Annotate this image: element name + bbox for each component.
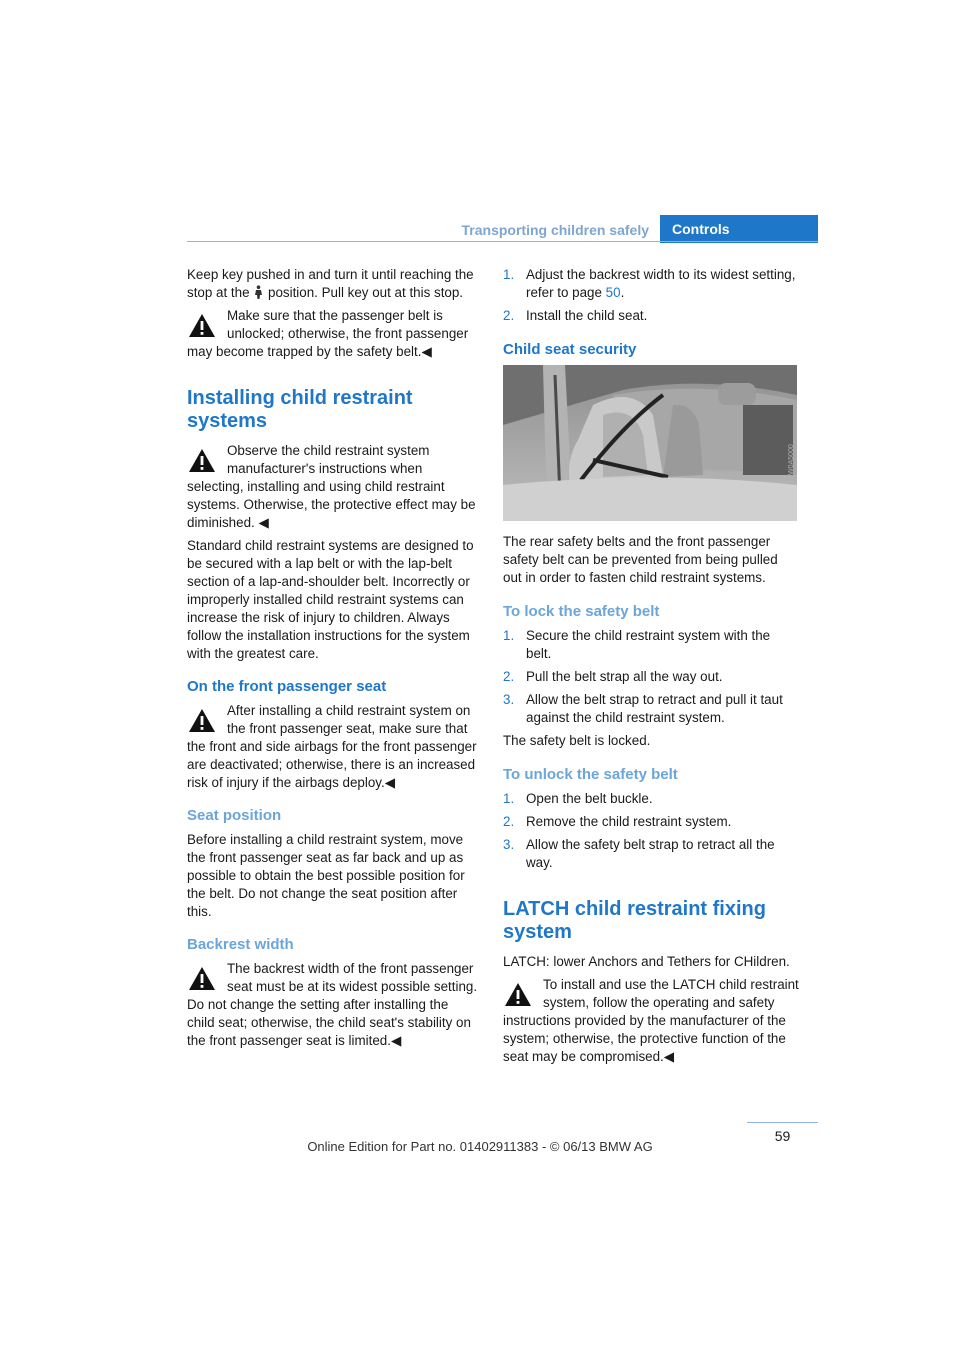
step-number: 2. bbox=[503, 669, 515, 684]
warning-latch bbox=[503, 976, 799, 1066]
step-text: Allow the safety belt strap to retract all the way. bbox=[526, 837, 775, 870]
locked-paragraph: The safety belt is locked. bbox=[503, 733, 651, 748]
figure-id-tag: W0A5000 bbox=[788, 444, 795, 475]
warning-text: The backrest width of the front passenger seat must be at its widest possible setting. Do not change the setting after installing the child seat; otherwise, the child seat's stability on the front passenger seat is limited. bbox=[187, 961, 478, 1048]
chapter-tab-label: Controls bbox=[672, 221, 730, 237]
warning-belt-trap bbox=[187, 307, 479, 361]
lock-steps bbox=[503, 627, 799, 727]
intro-paragraph bbox=[187, 266, 479, 302]
list-item bbox=[503, 691, 799, 727]
footer-edition-text: Online Edition for Part no. 01402911383 - © 06/13 BMW AG bbox=[307, 1139, 653, 1154]
heading-backrest-width: Backrest width bbox=[187, 936, 294, 953]
step-number: 3. bbox=[503, 837, 515, 852]
passenger-seat-icon bbox=[253, 285, 264, 299]
heading-child-seat-security: Child seat security bbox=[503, 341, 637, 358]
install-steps bbox=[503, 266, 799, 325]
heading-seat-position: Seat position bbox=[187, 807, 282, 824]
warning-text: Observe the child restraint system manufacturer's instructions when selecting, installing and using child restraint systems. Otherwise, the protective effect may be diminished. bbox=[187, 443, 476, 530]
warning-triangle-icon bbox=[187, 312, 217, 339]
rear-belts-paragraph: The rear safety belts and the front passenger safety belt can be prevented from being pulled out in order to fasten child restraint systems. bbox=[503, 534, 778, 585]
step-text: Install the child seat. bbox=[526, 308, 648, 323]
warning-text: After installing a child restraint system on the front passenger seat, make sure that the front and side airbags for the front passenger are deactivated; otherwise, there is an increased risk of injury if the airbags deploy. bbox=[187, 703, 477, 790]
heading-lock-belt: To lock the safety belt bbox=[503, 603, 660, 620]
list-item bbox=[503, 668, 799, 686]
unlock-steps bbox=[503, 790, 799, 872]
chapter-tab bbox=[660, 215, 818, 243]
list-item bbox=[503, 813, 799, 831]
left-column bbox=[187, 266, 479, 1055]
step-text-end: . bbox=[620, 285, 625, 300]
heading-unlock-belt: To unlock the safety belt bbox=[503, 766, 678, 783]
step-number: 1. bbox=[503, 267, 515, 282]
intro-text-a: Keep key pushed in and turn it until reaching the stop at the bbox=[187, 267, 474, 300]
warning-triangle-icon bbox=[187, 965, 217, 992]
step-number: 2. bbox=[503, 308, 515, 323]
child-seat-photo bbox=[503, 365, 797, 521]
step-text: Allow the belt strap to retract and pull it taut against the child restraint system. bbox=[526, 692, 783, 725]
step-text: Remove the child restraint system. bbox=[526, 814, 732, 829]
warning-text: Make sure that the passenger belt is unlocked; otherwise, the front passenger may become trapped by the safety belt. bbox=[187, 308, 469, 359]
end-mark: ◀ bbox=[663, 1049, 675, 1064]
warning-triangle-icon bbox=[503, 981, 533, 1008]
step-number: 3. bbox=[503, 692, 515, 707]
list-item bbox=[503, 627, 799, 663]
step-text: Open the belt buckle. bbox=[526, 791, 653, 806]
list-item bbox=[503, 790, 799, 808]
page-reference-link[interactable]: 50 bbox=[605, 285, 621, 300]
step-text: Adjust the backrest width to its widest setting, refer to page bbox=[526, 267, 796, 300]
warning-text: To install and use the LATCH child restraint system, follow the operating and safety instructions provided by the manufacturer of the system; otherwise, the protective function of the seat may be compromised. bbox=[503, 977, 799, 1064]
list-item bbox=[503, 266, 799, 302]
right-column bbox=[503, 266, 799, 1071]
heading-front-passenger: On the front passenger seat bbox=[187, 678, 387, 695]
step-number: 1. bbox=[503, 628, 515, 643]
footer-rule bbox=[747, 1122, 818, 1123]
warning-triangle-icon bbox=[187, 447, 217, 474]
end-mark: ◀ bbox=[384, 775, 396, 790]
step-number: 2. bbox=[503, 814, 515, 829]
step-text: Secure the child restraint system with the belt. bbox=[526, 628, 771, 661]
end-mark: ◀ bbox=[390, 1033, 402, 1048]
warning-manufacturer bbox=[187, 442, 479, 532]
running-header-section: Transporting children safely bbox=[461, 222, 649, 238]
end-mark: ◀ bbox=[421, 344, 432, 359]
list-item bbox=[503, 836, 799, 872]
end-mark: ◀ bbox=[258, 515, 269, 530]
warning-airbags bbox=[187, 702, 479, 792]
standard-systems-paragraph: Standard child restraint systems are designed to be secured with a lap belt or with the lap-belt section of a lap-and-shoulder belt. Incorrectly or improperly installed child restraint systems can increase the risk of injury to children. Always follow the installation instructions for the system with the greatest care. bbox=[187, 538, 474, 661]
heading-latch: LATCH child restraint fixing system bbox=[503, 898, 766, 943]
warning-triangle-icon bbox=[187, 707, 217, 734]
header-rule bbox=[187, 241, 818, 242]
list-item bbox=[503, 307, 799, 325]
step-text: Pull the belt strap all the way out. bbox=[526, 669, 723, 684]
intro-text-b: position. Pull key out at this stop. bbox=[268, 285, 464, 300]
page-number: 59 bbox=[774, 1128, 791, 1144]
step-number: 1. bbox=[503, 791, 515, 806]
warning-backrest bbox=[187, 960, 479, 1050]
seat-position-paragraph: Before installing a child restraint system, move the front passenger seat as far back and up as possible to obtain the best possible position for the belt. Do not change the seat position after this. bbox=[187, 832, 465, 919]
latch-paragraph: LATCH: lower Anchors and Tethers for CHildren. bbox=[503, 954, 790, 969]
heading-installing: Installing child restraint systems bbox=[187, 387, 413, 432]
